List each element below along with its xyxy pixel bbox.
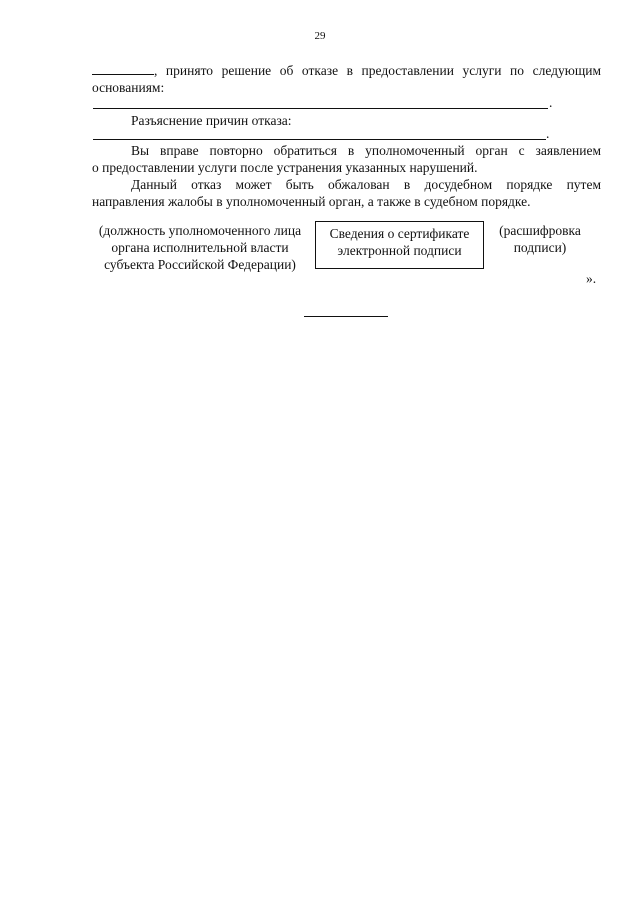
decision-line-1: [92, 62, 601, 79]
reason-end-punct: .: [546, 126, 550, 141]
notice-para2-line2: направления жалобы в уполномоченный орган, а также в судебном порядке.: [92, 194, 531, 209]
certificate-line-2: электронной подписи: [337, 243, 462, 258]
notice-para1-line1: Вы вправе повторно обратиться в уполномоченный орган с заявлением: [131, 143, 601, 158]
decoding-line-2: подписи): [513, 240, 567, 255]
end-of-document-rule: [304, 316, 388, 317]
official-caption-line-3: субъекта Российской Федерации): [104, 257, 296, 272]
reason-blank-line: [93, 139, 546, 140]
page-number: 29: [314, 30, 326, 42]
date-blank: [92, 62, 154, 75]
decoding-line-1: (расшифровка: [499, 223, 581, 238]
decision-text: , принято решение об отказе в предоставлении услуги по следующим: [154, 63, 601, 78]
official-caption-line-1: (должность уполномоченного лица: [98, 223, 302, 238]
notice-para2-line1: Данный отказ может быть обжалован в досудебном порядке путем: [131, 177, 601, 192]
official-position-caption: [92, 222, 308, 273]
signature-decoding-caption: [490, 222, 590, 256]
grounds-blank-line: [93, 108, 548, 109]
notice-para1-line2: о предоставлении услуги после устранения указанных нарушений.: [92, 160, 478, 175]
certificate-box: [315, 221, 484, 269]
grounds-end-punct: .: [549, 95, 553, 110]
certificate-line-1: Сведения о сертификате: [329, 226, 470, 241]
reason-label: Разъяснение причин отказа:: [131, 113, 292, 128]
closing-quote: ».: [586, 271, 597, 286]
decision-line-2: основаниям:: [92, 80, 165, 95]
official-caption-line-2: органа исполнительной власти: [111, 240, 289, 255]
